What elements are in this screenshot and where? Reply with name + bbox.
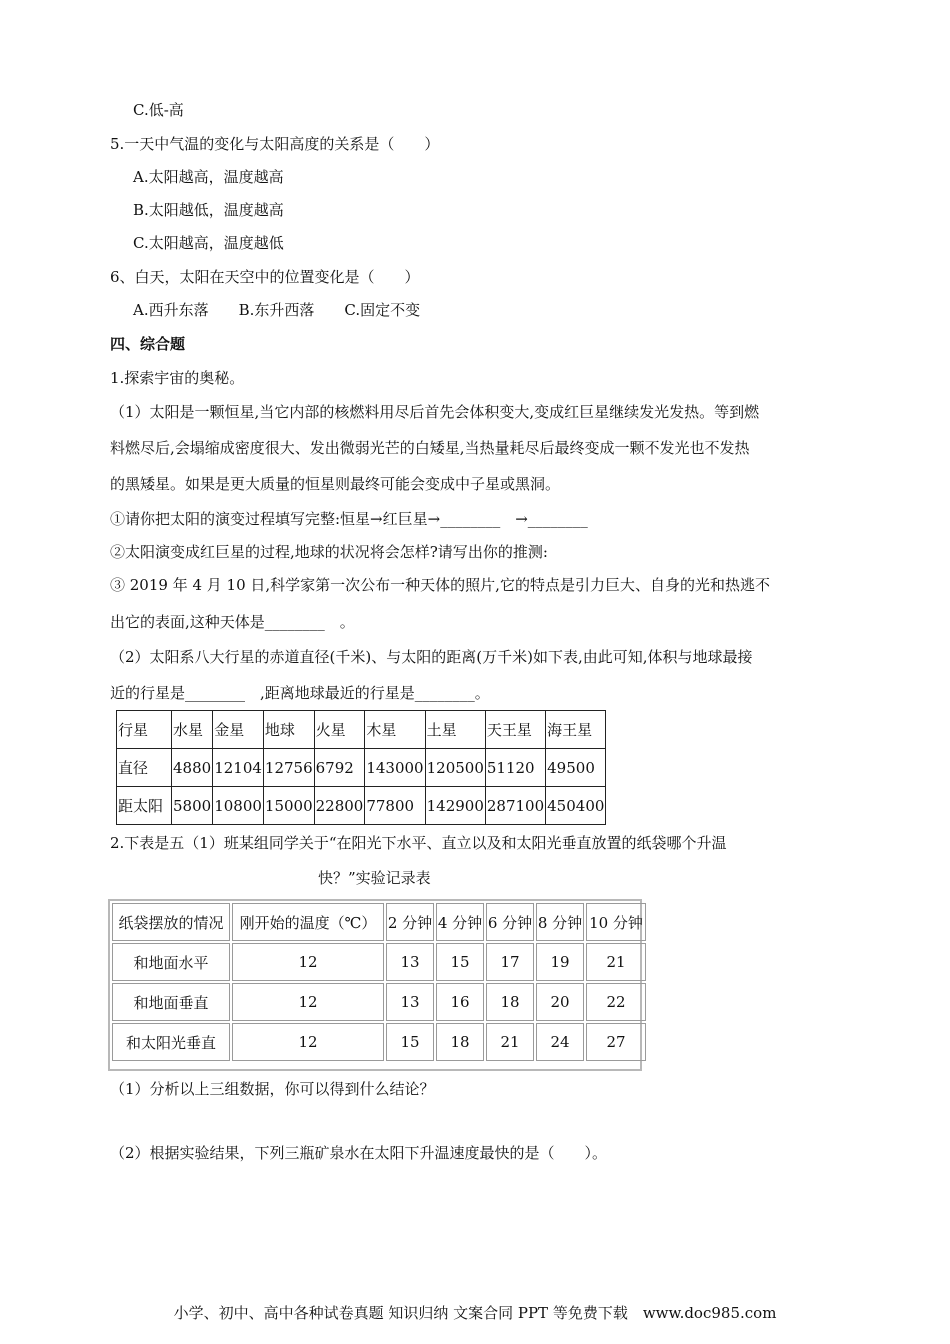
bag-table-cell: 纸袋摆放的情况 — [112, 903, 230, 941]
page-footer: 小学、初中、高中各种试卷真题 知识归纳 文案合同 PPT 等免费下载 www.doc985.com — [173, 1304, 777, 1322]
planet-table-cell: 77800 — [365, 787, 425, 825]
problem-2-q1: （1）分析以上三组数据，你可以得到什么结论？ — [110, 1080, 435, 1098]
bag-table-cell: 6 分钟 — [486, 903, 534, 941]
planet-table-cell: 142900 — [425, 787, 485, 825]
bag-table-cell: 和地面水平 — [112, 943, 230, 981]
planet-table-cell: 12756 — [263, 749, 314, 787]
planet-table-row — [117, 787, 606, 825]
planet-table-cell: 5800 — [172, 787, 213, 825]
bag-table-cell: 16 — [436, 983, 484, 1021]
q5-option-c: C.太阳越高，温度越低 — [133, 234, 284, 252]
bag-table-row — [112, 1023, 646, 1061]
bag-table-cell: 20 — [536, 983, 584, 1021]
bag-table-cell: 13 — [386, 983, 434, 1021]
planet-table-row — [117, 711, 606, 749]
bag-table-cell: 12 — [232, 983, 384, 1021]
bag-table-cell: 12 — [232, 943, 384, 981]
planet-table-cell: 6792 — [314, 749, 365, 787]
problem-1-circle3-line1: ③ 2019 年 4 月 10 日,科学家第一次公布一种天体的照片,它的特点是引力巨大、自身的光和热逃不 — [110, 576, 770, 594]
bag-table-cell: 10 分钟 — [586, 903, 646, 941]
planet-table-cell: 土星 — [425, 711, 485, 749]
question-5: 5.一天中气温的变化与太阳高度的关系是（ ） — [110, 135, 440, 153]
planet-table-cell: 450400 — [546, 787, 606, 825]
planet-table-cell: 49500 — [546, 749, 606, 787]
planet-table-cell: 距太阳 — [117, 787, 172, 825]
question-6: 6、白天，太阳在天空中的位置变化是（ ） — [110, 268, 420, 286]
planet-table-row — [117, 749, 606, 787]
bag-table-cell: 17 — [486, 943, 534, 981]
q5-option-b: B.太阳越低，温度越高 — [133, 201, 284, 219]
bag-table-cell: 18 — [436, 1023, 484, 1061]
planet-table-cell: 51120 — [485, 749, 545, 787]
planet-table-cell: 143000 — [365, 749, 425, 787]
planet-table-cell: 直径 — [117, 749, 172, 787]
problem-1-part1-line2: 料燃尽后,会塌缩成密度很大、发出微弱光芒的白矮星,当热量耗尽后最终变成一颗不发光也不发热 — [110, 439, 750, 457]
bag-table-cell: 13 — [386, 943, 434, 981]
planet-table-cell: 22800 — [314, 787, 365, 825]
problem-1-part2-line2: 近的行星是________ ,距离地球最近的行星是________。 — [110, 684, 490, 702]
planet-table-cell: 行星 — [117, 711, 172, 749]
problem-1-circle3-line2: 出它的表面,这种天体是________ 。 — [110, 613, 355, 631]
problem-1-part2-line1: （2）太阳系八大行星的赤道直径(千米)、与太阳的距离(万千米)如下表,由此可知,体积与地球最接 — [110, 648, 753, 666]
q6-options: A.西升东落 B.东升西落 C.固定不变 — [133, 301, 421, 319]
bag-table-row — [112, 983, 646, 1021]
bag-table-cell: 12 — [232, 1023, 384, 1061]
planet-table-cell: 10800 — [213, 787, 264, 825]
bag-table-cell: 27 — [586, 1023, 646, 1061]
bag-experiment-table — [110, 901, 648, 1063]
bag-table-cell: 21 — [586, 943, 646, 981]
section-4-heading: 四、综合题 — [110, 335, 186, 353]
bag-table-cell: 4 分钟 — [436, 903, 484, 941]
q4-option-c: C.低-高 — [133, 101, 184, 119]
problem-2-table-title: 快？”实验记录表 — [318, 869, 431, 887]
bag-table-cell: 19 — [536, 943, 584, 981]
bag-table-cell: 和地面垂直 — [112, 983, 230, 1021]
bag-table-row — [112, 903, 646, 941]
problem-1-circle1: ①请你把太阳的演变过程填写完整:恒星→红巨星→________ →________ — [110, 510, 588, 528]
problem-2-q2: （2）根据实验结果，下列三瓶矿泉水在太阳下升温速度最快的是（ ）。 — [110, 1144, 608, 1162]
bag-table-cell: 21 — [486, 1023, 534, 1061]
planet-table-cell: 水星 — [172, 711, 213, 749]
planet-table-cell: 地球 — [263, 711, 314, 749]
bag-table-cell: 15 — [386, 1023, 434, 1061]
planet-table-cell: 4880 — [172, 749, 213, 787]
planet-table-cell: 天王星 — [485, 711, 545, 749]
bag-table-cell: 2 分钟 — [386, 903, 434, 941]
bag-table-cell: 24 — [536, 1023, 584, 1061]
problem-2-line1: 2.下表是五（1）班某组同学关于“在阳光下水平、直立以及和太阳光垂直放置的纸袋哪个升温 — [110, 834, 727, 852]
planet-table-cell: 287100 — [485, 787, 545, 825]
planet-table-cell: 15000 — [263, 787, 314, 825]
bag-table-cell: 和太阳光垂直 — [112, 1023, 230, 1061]
planet-table-cell: 木星 — [365, 711, 425, 749]
q5-option-a: A.太阳越高，温度越高 — [133, 168, 284, 186]
bag-table-cell: 8 分钟 — [536, 903, 584, 941]
problem-1-part1-line1: （1）太阳是一颗恒星,当它内部的核燃料用尽后首先会体积变大,变成红巨星继续发光发热。等到燃 — [110, 403, 760, 421]
planet-table — [116, 710, 606, 825]
bag-table-cell: 15 — [436, 943, 484, 981]
bag-table-cell: 18 — [486, 983, 534, 1021]
problem-1-title: 1.探索宇宙的奥秘。 — [110, 369, 245, 387]
bag-table-row — [112, 943, 646, 981]
planet-table-cell: 火星 — [314, 711, 365, 749]
planet-table-cell: 金星 — [213, 711, 264, 749]
planet-table-cell: 12104 — [213, 749, 264, 787]
problem-1-part1-line3: 的黑矮星。如果是更大质量的恒星则最终可能会变成中子星或黑洞。 — [110, 475, 561, 493]
bag-table-cell: 刚开始的温度（℃） — [232, 903, 384, 941]
problem-1-circle2: ②太阳演变成红巨星的过程,地球的状况将会怎样?请写出你的推测: — [110, 543, 548, 561]
planet-table-cell: 120500 — [425, 749, 485, 787]
bag-table-cell: 22 — [586, 983, 646, 1021]
planet-table-cell: 海王星 — [546, 711, 606, 749]
